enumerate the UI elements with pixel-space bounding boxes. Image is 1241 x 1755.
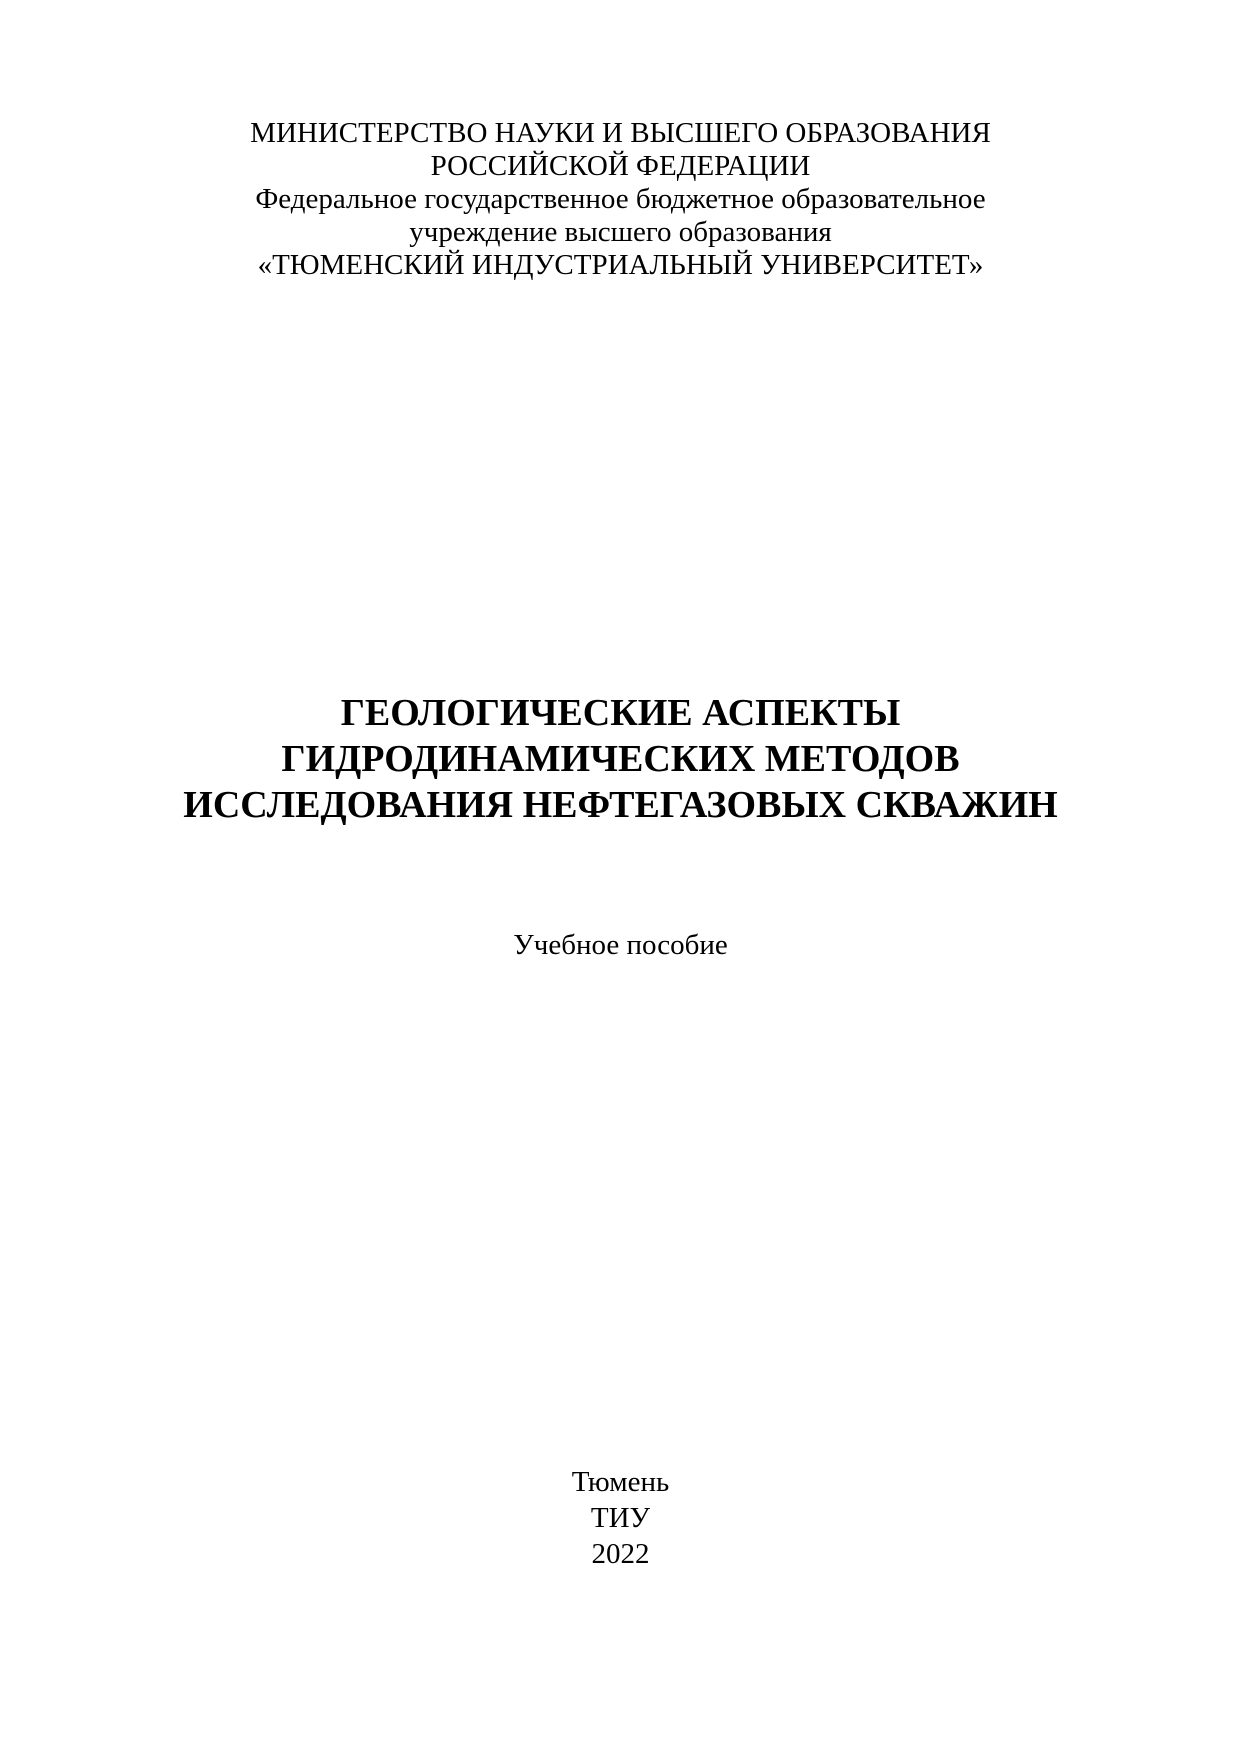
book-title-line-3: ИССЛЕДОВАНИЯ НЕФТЕГАЗОВЫХ СКВАЖИН: [183, 784, 1058, 826]
imprint: [0, 1464, 1241, 1572]
institution-type-line-2: учреждение высшего образования: [409, 216, 832, 248]
ministry-line-1: МИНИСТЕРСТВО НАУКИ И ВЫСШЕГО ОБРАЗОВАНИЯ: [250, 117, 991, 149]
book-title: [0, 690, 1241, 828]
publication-type: Учебное пособие: [513, 929, 728, 961]
institution-header: [0, 117, 1241, 282]
imprint-publisher: ТИУ: [590, 1502, 651, 1534]
book-title-line-1: ГЕОЛОГИЧЕСКИЕ АСПЕКТЫ: [340, 692, 901, 734]
ministry-line-2: РОССИЙСКОЙ ФЕДЕРАЦИИ: [430, 150, 811, 182]
imprint-city: Тюмень: [571, 1466, 670, 1498]
university-name: «ТЮМЕНСКИЙ ИНДУСТРИАЛЬНЫЙ УНИВЕРСИТЕТ»: [257, 249, 984, 281]
imprint-year: 2022: [591, 1538, 650, 1570]
institution-type-line-1: Федеральное государственное бюджетное образовательное: [255, 183, 986, 215]
book-title-line-2: ГИДРОДИНАМИЧЕСКИХ МЕТОДОВ: [281, 738, 960, 780]
